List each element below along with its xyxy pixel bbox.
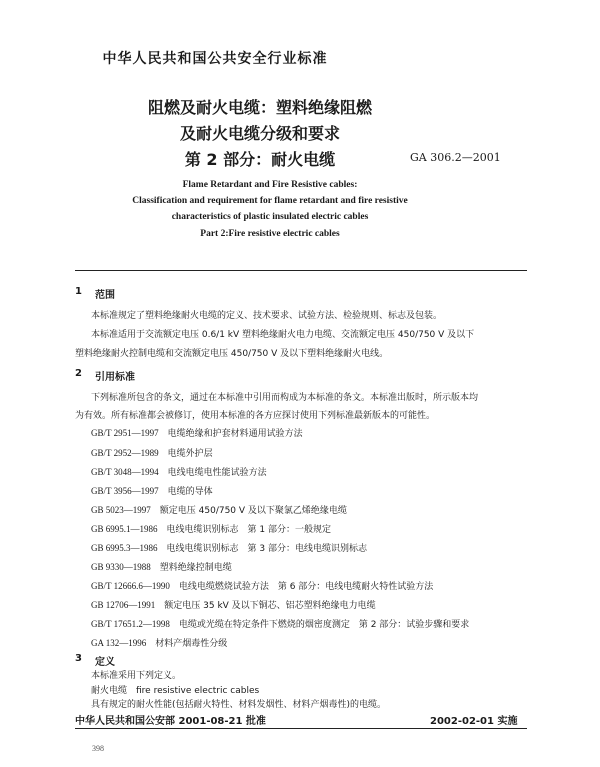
reference-title: 塑料绝缘控制电缆 (159, 563, 232, 573)
section-1-paragraph-1: 本标准规定了塑料绝缘耐火电缆的定义、技术要求、试验方法、检验规则、标志及包装。 (91, 311, 443, 321)
reference-item (91, 617, 469, 630)
reference-code: GB 9330—1988 (91, 562, 151, 572)
reference-item (91, 636, 227, 649)
reference-code: GB 5023—1997 (91, 505, 151, 515)
reference-item (91, 579, 433, 592)
reference-item (91, 465, 267, 478)
reference-code: GB/T 12666.6—1990 (91, 581, 170, 591)
en-title-line-1: Flame Retardant and Fire Resistive cables: (182, 180, 358, 190)
header-divider (75, 270, 527, 271)
footer-divider (75, 728, 527, 729)
reference-code: GB/T 2952—1989 (91, 448, 159, 458)
reference-item (91, 522, 331, 535)
reference-code: GB/T 17651.2—1998 (91, 619, 170, 629)
reference-code: GB/T 3956—1997 (91, 486, 159, 496)
reference-title: 电线电缆燃烧试验方法 第 6 部分：电线电缆耐火特性试验方法 (178, 582, 434, 592)
reference-title: 电线电缆电性能试验方法 (167, 468, 267, 478)
section-1-paragraph-2-line-1: 本标准适用于交流额定电压 0.6/1 kV 塑料绝缘耐火电力电缆、交流额定电压 450/750 V 及以下 (91, 330, 475, 340)
reference-item (91, 598, 376, 611)
section-3-definition: 具有规定的耐火性能(包括耐火特性、材料发烟性、材料产烟毒性)的电缆。 (91, 700, 387, 710)
reference-title: 额定电压 35 kV 及以下铜芯、铝芯塑料绝缘电力电缆 (164, 601, 376, 611)
cn-title-line-1: 阻燃及耐火电缆：塑料绝缘阻燃 (147, 98, 372, 117)
reference-item (91, 503, 347, 516)
standard-category-header: 中华人民共和国公共安全行业标准 (102, 51, 328, 67)
en-title-line-3: characteristics of plastic insulated electric cables (171, 212, 369, 222)
reference-code: GA 132—1996 (91, 638, 147, 648)
section-1-number: 1 (75, 286, 82, 297)
reference-code: GB/T 2951—1997 (91, 428, 159, 438)
implementation-date: 2002-02-01 实施 (430, 716, 518, 727)
page-number: 398 (92, 744, 104, 753)
section-3-term: 耐火电缆 fire resistive electric cables (91, 686, 260, 696)
reference-item (91, 446, 213, 459)
approval-line: 中华人民共和国公安部 2001-08-21 批准 (75, 716, 266, 727)
cn-title-line-3: 第 2 部分：耐火电缆 (184, 150, 336, 169)
reference-code: GB/T 3048—1994 (91, 467, 159, 477)
reference-code: GB 12706—1991 (91, 600, 156, 610)
standard-number: GA 306.2—2001 (410, 151, 501, 164)
reference-title: 电缆的导体 (167, 487, 213, 497)
section-2-paragraph-line-1: 下列标准所包含的条文，通过在本标准中引用而构成为本标准的条文。本标准出版时，所示版本均 (91, 393, 479, 403)
reference-title: 电线电缆识别标志 第 1 部分：一般规定 (166, 525, 331, 535)
section-3-title: 定义 (95, 657, 115, 668)
section-2-title: 引用标准 (95, 372, 135, 383)
section-2-paragraph-line-2: 为有效。所有标准都会被修订，使用本标准的各方应探讨使用下列标准最新版本的可能性。 (75, 411, 436, 421)
section-3-paragraph: 本标准采用下列定义。 (91, 671, 182, 681)
reference-title: 电缆或光缆在特定条件下燃烧的烟密度测定 第 2 部分：试验步骤和要求 (178, 620, 470, 630)
section-1-title: 范围 (95, 290, 115, 301)
reference-item (91, 560, 232, 573)
reference-title: 电线电缆识别标志 第 3 部分：电线电缆识别标志 (166, 544, 367, 554)
reference-code: GB 6995.3—1986 (91, 543, 158, 553)
cn-title-line-2: 及耐火电缆分级和要求 (179, 124, 340, 143)
reference-title: 电缆外护层 (167, 449, 213, 459)
section-2-number: 2 (75, 368, 82, 379)
reference-item (91, 541, 367, 554)
reference-item (91, 426, 303, 439)
reference-code: GB 6995.1—1986 (91, 524, 158, 534)
reference-title: 电缆绝缘和护套材料通用试验方法 (167, 429, 303, 439)
reference-item (91, 484, 213, 497)
section-3-number: 3 (75, 653, 82, 664)
en-title-line-2: Classification and requirement for flame retardant and fire resistive (132, 196, 408, 206)
en-title-line-4: Part 2:Fire resistive electric cables (200, 229, 340, 239)
reference-title: 材料产烟毒性分级 (155, 639, 228, 649)
reference-title: 额定电压 450/750 V 及以下聚氯乙烯绝缘电缆 (159, 506, 347, 516)
section-1-paragraph-2-line-2: 塑料绝缘耐火控制电缆和交流额定电压 450/750 V 及以下塑料绝缘耐火电线。 (75, 349, 389, 359)
